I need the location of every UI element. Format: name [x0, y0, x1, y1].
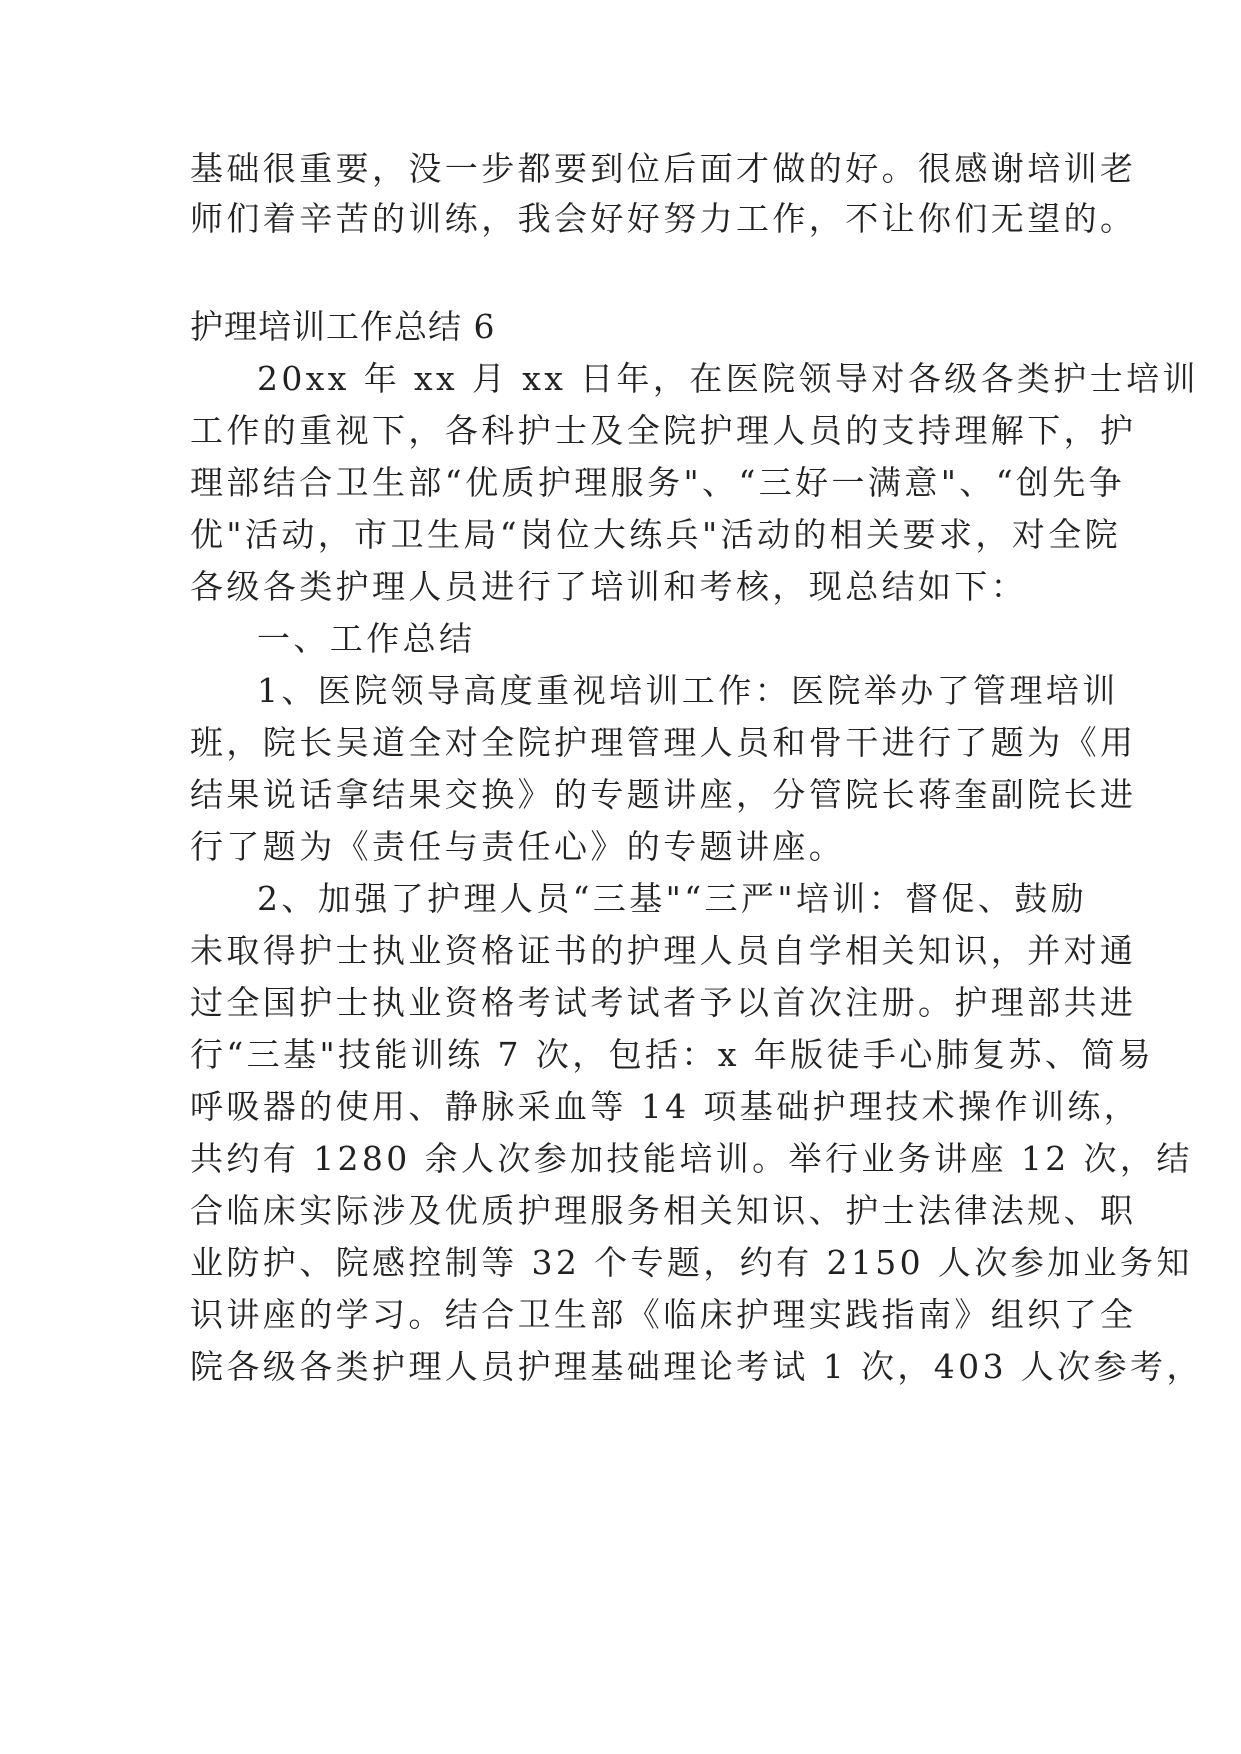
paragraph-line: 呼吸器的使用、静脉采血等 14 项基础护理技术操作训练，	[190, 1087, 1141, 1126]
paragraph-line: 未取得护士执业资格证书的护理人员自学相关知识，并对通	[190, 931, 1137, 970]
paragraph-line: 行了题为《责任与责任心》的专题讲座。	[190, 827, 846, 866]
paragraph-line: 理部结合卫生部“优质护理服务"、“三好一满意"、“创先争	[190, 463, 1126, 502]
paragraph-line: 合临床实际涉及优质护理服务相关知识、护士法律法规、职	[190, 1191, 1137, 1230]
paragraph-line: 院各级各类护理人员护理基础理论考试 1 次，403 人次参考，	[190, 1347, 1203, 1386]
paragraph-line: 行“三基"技能训练 7 次，包括：x 年版徒手心肺复苏、简易	[190, 1035, 1155, 1074]
paragraph-line: 2、加强了护理人员“三基"“三严"培训：督促、鼓励	[257, 879, 1088, 918]
paragraph-line: 基础很重要，没一步都要到位后面才做的好。很感谢培训老	[190, 149, 1137, 188]
paragraph-line: 20xx 年 xx 月 xx 日年，在医院领导对各级各类护士培训	[257, 359, 1199, 398]
paragraph-line: 识讲座的学习。结合卫生部《临床护理实践指南》组织了全	[190, 1295, 1137, 1334]
paragraph-line: 1、医院领导高度重视培训工作：医院举办了管理培训	[257, 671, 1119, 710]
paragraph-line: 优"活动，市卫生局“岗位大练兵"活动的相关要求，对全院	[190, 515, 1122, 554]
subsection-heading: 一、工作总结	[257, 619, 476, 658]
section-heading: 护理培训工作总结 6	[190, 307, 496, 346]
paragraph-line: 过全国护士执业资格考试考试者予以首次注册。护理部共进	[190, 983, 1137, 1022]
paragraph-line: 共约有 1280 余人次参加技能培训。举行业务讲座 12 次，结	[190, 1139, 1193, 1178]
paragraph-line: 各级各类护理人员进行了培训和考核，现总结如下：	[190, 567, 1028, 606]
paragraph-line: 业防护、院感控制等 32 个专题，约有 2150 人次参加业务知	[190, 1243, 1193, 1282]
paragraph-line: 班，院长吴道全对全院护理管理人员和骨干进行了题为《用	[190, 723, 1137, 762]
paragraph-line: 师们着辛苦的训练，我会好好努力工作，不让你们无望的。	[190, 199, 1137, 238]
paragraph-line: 结果说话拿结果交换》的专题讲座，分管院长蒋奎副院长进	[190, 775, 1137, 814]
paragraph-line: 工作的重视下，各科护士及全院护理人员的支持理解下，护	[190, 411, 1137, 450]
